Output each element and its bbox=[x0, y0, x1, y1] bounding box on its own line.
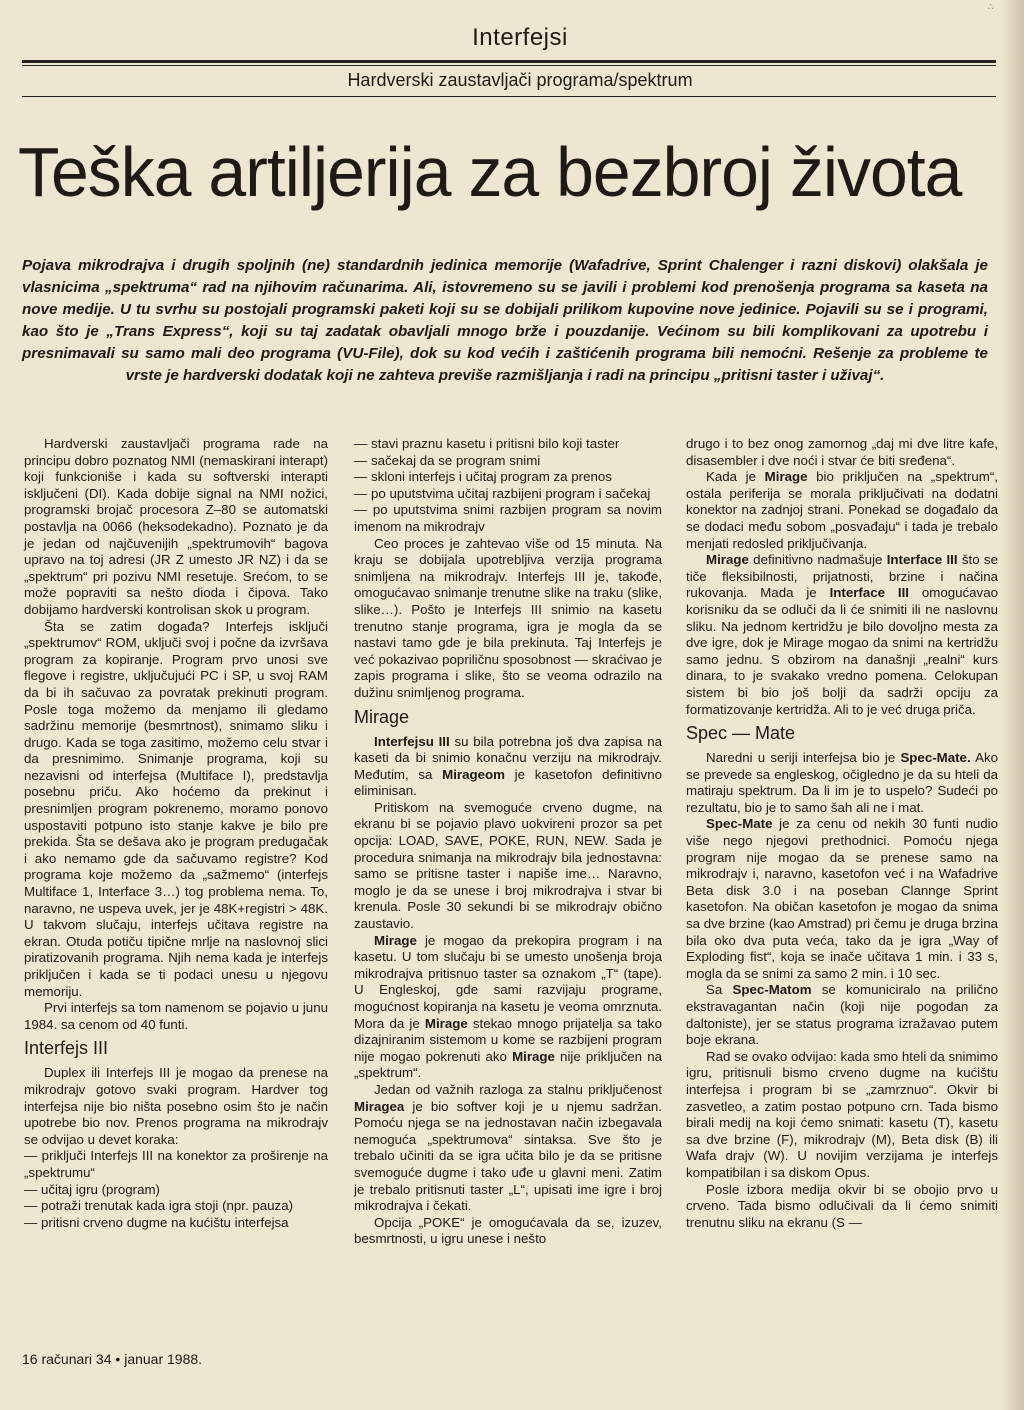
bold-term: Mirage bbox=[374, 932, 417, 948]
column-2 bbox=[354, 436, 662, 1248]
paragraph: Rad se ovako odvijao: kada smo hteli da snimimo igru, pritisnuli bismo crveno dugme na kućištu interfejsa i program bi se „zamrznuo“. Okvir bi zasvetleo, a zatim postao potpuno crn. Tada bismo birali medij na koji ćemo snimati: kasetu (T), kasetu sa dve brzine (F), mikrodrajv (M), Beta disk (B) ili Wafa drajv (W). U novijim verzijama je interfejs kompatibilan i sa diskom Opus. bbox=[686, 1048, 998, 1180]
subheader-rule bbox=[22, 96, 996, 97]
footer-bullet: • bbox=[115, 1351, 121, 1367]
paragraph: Interfejsu III su bila potrebna još dva zapisa na kaseti da bi snimio konačnu verziju na mikrodrajv. Međutim, sa Mirageom je kasetofon definitivno eliminisan. bbox=[354, 733, 662, 799]
bold-term: Mirage bbox=[424, 1015, 468, 1031]
paragraph: Jedan od važnih razloga za stalnu priključenost Miragea je bio softver koji je u njemu sadržan. Pomoću njega se na jednostavan način izbegavala nemoguća „spektrumova“ sintaksa. Sve što je trebalo učiniti da se igra učita bilo je da se pritisne svemoguće dugme i tako uđe u glavni meni. Zatim je trebalo pritisnuti taster „L“, upisati ime igre i broj mikrodrajva i čekati. bbox=[354, 1081, 662, 1214]
column-3 bbox=[686, 436, 998, 1231]
paragraph: Opcija „POKE“ je omogućavala da se, izuzev, besmrtnosti, u igru unese i nešto bbox=[354, 1214, 662, 1247]
list-item: — sačekaj da se program snimi bbox=[354, 452, 541, 468]
paragraph: Sa Spec-Matom se komuniciralo na prilično ekstravagantan način (koji nije pogodan za daltoniste), jer se status programa izražavao putem boje ekrana. bbox=[686, 982, 998, 1048]
list-item: — stavi praznu kasetu i pritisni bilo koji taster bbox=[354, 436, 620, 451]
paragraph: Kada je Mirage bio priključen na „spektrum“, ostala periferija se morala priključivati na dodatni konektor na zadnjoj strani. Ponekad se događalo da se dodaci među sobom „posvađaju“ i tada je trebalo menjati redosled priključivanja. bbox=[686, 469, 998, 551]
subheading-mirage: Mirage bbox=[354, 706, 410, 727]
footer-date: januar 1988. bbox=[124, 1351, 203, 1367]
list-item: — skloni interfejs i učitaj program za prenos bbox=[354, 469, 612, 485]
paragraph: Spec-Mate je za cenu od nekih 30 funti nudio više nego njegovi prethodnici. Pomoću njega program nije mogao da se prenese samo na mikrodrajv i, naravno, kasetofon već i na Wafadrive Beta disk 3.0 i na poseban Clannge Sprint kasetofon. Na običan kasetofon je mogao da snima sa dve brzine (kao Amstrad) pri čemu je druga brzina bila oko dva puta veća, tako da je igra „Way of Exploding fist“, koja se inače učitava 1 min. i 33 s, mogla da se snimi za samo 2 min. i 10 sec. bbox=[686, 816, 998, 981]
list-item: — potraži trenutak kada igra stoji (npr. pauza) bbox=[24, 1198, 294, 1214]
subsection-title: Hardverski zaustavljači programa/spektrum bbox=[347, 70, 693, 90]
bold-term: Spec-Mate bbox=[706, 816, 773, 832]
bold-term: Interface III bbox=[886, 552, 958, 568]
subheading-interfejs-iii: Interfejs III bbox=[24, 1038, 109, 1059]
headline: Teška artiljerija za bezbroj života bbox=[18, 133, 962, 211]
paragraph: drugo i to bez onog zamornog „daj mi dve litre kafe, disasembler i dve noći i stvar će biti sređena“. bbox=[686, 436, 998, 468]
bold-term: Spec-Mate. bbox=[900, 750, 971, 766]
paragraph: Mirage je mogao da prekopira program i na kasetu. U tom slučaju bi se umesto unošenja broja mikrodrajva pritisnuo taster sa oznakom „T“ (tape). U Engleskoj, gde sami razvijaju programe, mogućnost kopiranja na kasetu je veoma omrznuta. Mora da je Mirage stekao mnogo prijatelja sa tako dizajniranim sistemom u kome se razbijeni program nije mogao pokrenuti ako Mirage nije priključen na „spektrum“. bbox=[354, 932, 662, 1081]
list-item: — po uputstvima snimi razbijen program sa novim imenom na mikrodrajv bbox=[354, 502, 662, 534]
list-item: — po uputstvima učitaj razbijeni program i sačekaj bbox=[354, 485, 651, 501]
paragraph: Pritiskom na svemoguće crveno dugme, na ekranu bi se pojavio plavo uokvireni prozor sa pet opcija: LOAD, SAVE, POKE, RUN, NEW. Sada je procedura snimanja na mikrodrajv bila jednostavna: samo se pritisne taster i napiše ime… Naravno, moglo je da se unese i broj mikrodrajva i stvar bi krenula. Posle 30 sekundi bi se mikrodrajv obično zaustavio. bbox=[354, 799, 662, 932]
list-item: — priključi Interfejs III na konektor za proširenje na „spektrumu“ bbox=[24, 1148, 328, 1180]
footer-issue: 16 računari 34 bbox=[22, 1351, 112, 1367]
paragraph: Duplex ili Interfejs III je mogao da prenese na mikrodrajv gotovo svaki program. Hardver tog interfejsa nije bio ništa posebno osim što je način upotrebe bio nov. Prenos programa na mikrodrajv se odvijao u devet koraka: bbox=[24, 1065, 328, 1147]
header-rule bbox=[22, 60, 996, 63]
paragraph: Hardverski zaustavljači programa rade na principu dobro poznatog NMI (nemaskirani interapt) koji funkcioniše i kada su softverski interapti isključeni (DI). Kada dobije signal na NMI nožici, programski brojač procesora Z–80 se automatski postavlja na 0066 (heksodekadno). Poznato je da je jedan od najčuvenijih „spektrumovih“ bagova upravo na toj adresi (JR Z umesto JR NZ) i da se „spektrum“ pri pozivu NMI resetuje. Srećom, to se može popraviti sa nešto dioda i čipova. Tako dobijamo hardverski kontrolisan skok u program. bbox=[24, 436, 328, 617]
corner-mark: ∴ bbox=[987, 2, 994, 13]
bold-term: Mirage bbox=[764, 469, 808, 485]
paragraph: Posle izbora medija okvir bi se obojio prvo u crveno. Tada bismo odlučivali da li ćemo snimiti trenutnu sliku na ekranu (S — bbox=[686, 1181, 998, 1230]
paragraph: Naredni u seriji interfejsa bio je Spec-Mate. Ako se prevede sa engleskog, očigledno je da su hteli da matiraju spektrum. Da li im je to uspelo? Sudeći po rezultatu, bio je to samo šah ali ne i mat. bbox=[686, 750, 999, 815]
paragraph: Ceo proces je zahtevao više od 15 minuta. Na kraju se dobijala upotrebljiva verzija programa snimljena na mikrodrajv. Interfejs III je, takođe, omogućavao snimanje trenutne slike na traku (slike, slike…). Pošto je Interfejs III snimio na kasetu trenutno stanje programa, igra je mogla da se nastavi tamo gde je bila prekinuta. Taj Interfejs je već pokazivao popriličnu sposobnost — skraćivao je zapis programa i slike, što se veoma odrazilo na dužinu snimljenog programa. bbox=[354, 535, 662, 700]
bold-term: Miragea bbox=[354, 1098, 405, 1114]
page-edge-shadow bbox=[1000, 0, 1024, 1410]
bold-term: Mirage bbox=[512, 1048, 555, 1064]
bold-term: Mirage bbox=[706, 552, 749, 568]
bold-term: Spec-Matom bbox=[732, 982, 812, 998]
bold-term: Interface III bbox=[829, 585, 909, 601]
lead-paragraph: Pojava mikrodrajva i drugih spoljnih (ne) standardnih jedinica memorije (Wafadrive, Sprint Chalenger i razni diskovi) olakšala je vlasnicima „spektruma“ rad na njihovim računarima. Ali, istovremeno su se javili i problemi kod prenošenja programa sa kaseta na nove medije. U tu svrhu su postojali programski paketi koji su se dobijali prilikom kupovine nove jedinice. Pojavili su se i programi, kao što je „Trans Express“, koji su taj zadatak obavljali mnogo brže i pouzdanije. Većinom su bili komplikovani za upotrebu i presnimavali su samo mali deo programa (VU-File), dok su kod većih i zaštićenih programa bili nemoćni. Rešenje za probleme te vrste je hardverski dodatak koji ne zahteva previše razmišljanja i radi na principu „pritisni taster i uživaj“. bbox=[22, 257, 988, 384]
header-rule-thin bbox=[22, 65, 996, 66]
subheading-spec-mate: Spec — Mate bbox=[686, 723, 796, 744]
page-footer bbox=[22, 1351, 202, 1367]
list-item: — pritisni crveno dugme na kućištu interfejsa bbox=[24, 1214, 289, 1230]
section-title: Interfejsi bbox=[472, 24, 568, 51]
paragraph: Šta se zatim događa? Interfejs isključi „spektrumov“ ROM, uključi svoj i počne da izvršava program za kopiranje. Program prvo unosi sve flegove i registre, uključujući PC i SP, u svoj RAM da bi ih sačuvao za povratak prekinuti program. Posle toga možemo da menjamo ili gledamo sadržinu memorije (besmrtnost), snimamo sliku i drugo. Kada se toga zasitimo, možemo celu stvar i da presnimimo. Snimanje programa, koji su nezavisni od interfejsa (Multiface I), predstavlja posebnu priču. Ako hoćemo da prekinut i presnimljen program pokrenemo, moramo ponovo uspostaviti potpuno isto stanje kakve je bilo pre prekida. Šta se dešava ako je program predugačak i ako nemamo gde da sačuvamo registre? Kod programa koje možemo da „sažmemo“ (interfejs Multiface 1, Interface 3…) tog problema nema. To, naravno, ne uspeva uvek, jer je 48K+registri > 48K. U takvom slučaju, interfejs učitava registre na ekran. Otuda potiču tipične mrlje na naslovnoj slici piratizovanih programa. Njih nema kada je interfejs priključen i kada se ti podaci unesu u njegovu memoriju. bbox=[24, 618, 328, 999]
bold-term: Interfejsu III bbox=[374, 733, 450, 749]
list-item: — učitaj igru (program) bbox=[24, 1181, 160, 1197]
bold-term: Mirageom bbox=[442, 766, 505, 782]
paragraph: Mirage definitivno nadmašuje Interface III što se tiče fleksibilnosti, prijatnosti, brzine i načina rukovanja. Mada je Interface III omogućavao korisniku da se odluči da li će snimiti ili ne naslovnu sliku. Na jednom kertridžu je bilo dovoljno mesta za dve igre, dok je Mirage mogao da snimi na kertridžu samo jednu. S obzirom na današnji „realni“ kurs dinara, to je svakako vredno pomena. Celokupan sistem bi bio još bolji da sadrži opciju za formatizovanje kertridža. Ali to je već druga priča. bbox=[686, 552, 998, 717]
paragraph: Prvi interfejs sa tom namenom se pojavio u junu 1984. sa cenom od 40 funti. bbox=[24, 1000, 328, 1032]
column-1 bbox=[24, 436, 328, 1231]
